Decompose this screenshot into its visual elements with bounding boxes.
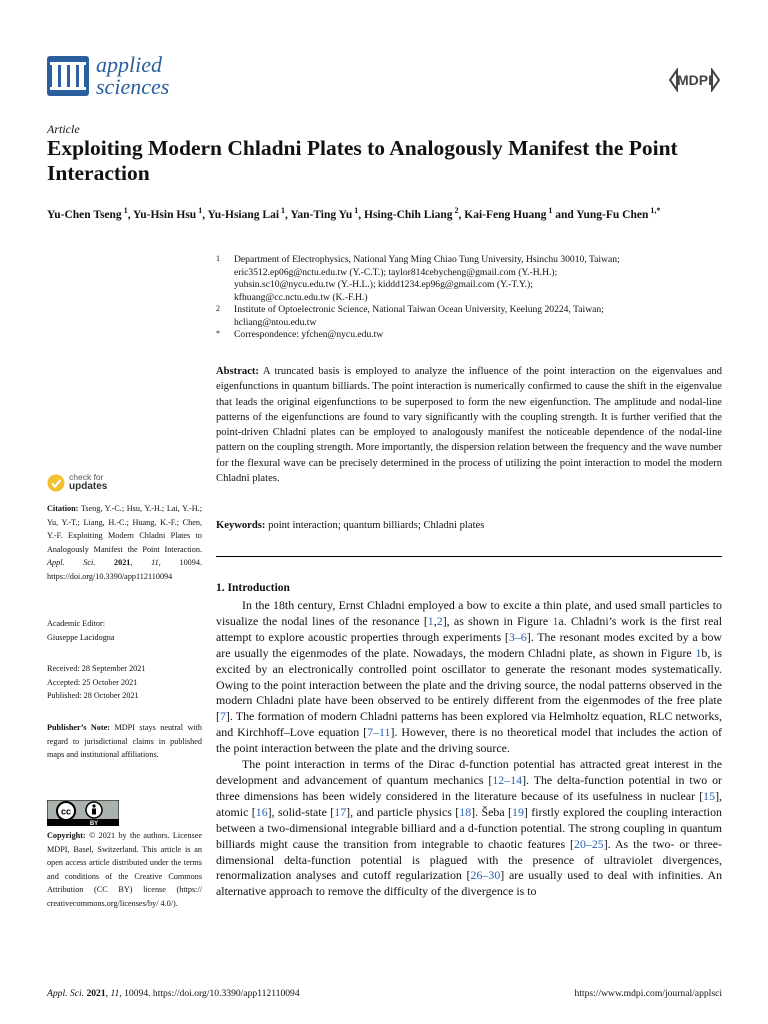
paragraph-text: ]. As the two- or three-dimensional delta-function potential is plagued with the presence of ultraviolet divergences, renormalization analyses and cutoff regularization [	[216, 836, 722, 883]
copyright-label: Copyright:	[47, 831, 86, 840]
paragraph	[216, 598, 722, 757]
footer-journal-url[interactable]: https://www.mdpi.com/journal/applsci	[574, 988, 722, 999]
keywords-text: point interaction; quantum billiards; Chladni plates	[268, 520, 485, 531]
paragraph-text: The point interaction in terms of the Dirac d-function potential has attracted great interest in the development and advancement of quantum mechanics [	[216, 757, 722, 787]
check-updates-line2: updates	[69, 481, 108, 492]
reference-link[interactable]: 18	[459, 804, 472, 819]
paragraph-text: ]. The resonant modes excited by a bow are usually the eigenmodes of the plate. Nowadays, the modern Chladni plate, as shown in Figure	[216, 629, 722, 660]
author-list: Yu-Chen Tseng $^1$, Yu-Hsin Hsu $^1$, Yu-Hsiang Lai $^1$, Yan-Ting Yu $^1$, Hsing-Chih Liang $^2$, Kai-Feng Huang $^1$ and Yung-Fu Chen $^{1,*}$	[47, 206, 661, 221]
paragraph-text: ]. However, there is no theoretical model that includes the action of the point interaction between the plate and the driving source.	[216, 725, 722, 756]
reference-link[interactable]: 7–11	[367, 725, 391, 740]
footer-volume: 11	[110, 988, 120, 999]
article-type: Article	[47, 122, 80, 136]
affiliation-item	[216, 329, 726, 342]
paragraph-text: In the 18th century, Ernst Chladni employed a bow to excite a thin plate, and used small particles to visualize the nodal lines of the resonance [	[216, 598, 722, 628]
reference-link[interactable]: 7	[219, 709, 226, 724]
introduction-body	[216, 598, 722, 900]
cc-label: cc	[60, 806, 72, 817]
footer-year: 2021	[86, 988, 106, 999]
paragraph-text: ], and particle physics [	[346, 804, 460, 819]
reference-link[interactable]: 20–25	[574, 836, 604, 851]
paragraph-text: b, is excited by an electronically controlled point oscillator to generate the resonant modes systematically. Owing to the point interaction between the plate and the driving source, the nodal patterns observed in the modern Chladni plate have been observed to be entirely different from the eigenmodes of the free plate [	[216, 645, 722, 724]
paragraph-text: ] are usually used to deal with infinities. An alternative approach to remove the difficulty of the divergence is to	[216, 868, 723, 899]
reference-link[interactable]: 1	[552, 613, 559, 628]
publication-dates	[47, 662, 202, 703]
affiliation-number: *	[216, 329, 220, 338]
reference-link[interactable]: 16	[255, 804, 268, 819]
page-footer: Appl. Sci. 2021, 11, 10094. https://doi.org/10.3390/app112110094 https://www.mdpi.com/journal/applsci	[47, 988, 722, 999]
check-updates-icon	[47, 474, 65, 492]
affiliation-line: Correspondence: yfchen@nycu.edu.tw	[234, 329, 384, 340]
citation-year: 2021	[114, 558, 131, 568]
check-for-updates-button[interactable]	[47, 472, 117, 494]
reference-link[interactable]: 15	[703, 788, 716, 803]
academic-editor	[47, 617, 202, 644]
publisher-note-label: Publisher’s Note:	[47, 723, 110, 732]
paragraph-text: ]. Šeba [	[471, 804, 513, 819]
paragraph	[216, 757, 722, 900]
editor-name: Giuseppe Lacidogna	[47, 632, 115, 642]
by-label: BY	[89, 821, 99, 826]
paragraph-text: ]. The delta-function potential in two or three dimensions has been widely considered in the literature because of its usefulness in nuclear [	[216, 772, 722, 803]
affiliation-item	[216, 254, 726, 304]
author-affiliation-mark: 1	[352, 206, 359, 215]
citation-label: Citation:	[47, 504, 79, 513]
citation-journal: Appl. Sci.	[47, 558, 96, 568]
copyright	[47, 829, 202, 911]
publisher-name: MDPI	[677, 72, 712, 88]
abstract	[216, 364, 722, 486]
editor-label: Academic Editor:	[47, 619, 105, 628]
section-heading: 1. Introduction	[216, 582, 290, 594]
reference-link[interactable]: 12–14	[492, 772, 523, 787]
paragraph-text: ] firstly explored the coupling interaction between a two-dimensional integrable billiard and a d-function potential. The strong coupling in quantum billiards might cause the transition from integrable to chaotic features [	[216, 804, 722, 851]
affiliation-number: 2	[216, 304, 220, 313]
date-published: Published: 28 October 2021	[47, 691, 139, 701]
reference-link[interactable]: 2	[436, 613, 443, 628]
abstract-text: A truncated basis is employed to analyze the influence of the point interaction on the eigenvalues and eigenfunctions in quantum billiards. The point interaction is numerically confirmed to cause the shift in the eigenvalue that leads the original eigenfunctions to be superposed to form the new eigenfunction. The amplitude and nodal-line patterns of the eigenfunctions are found to vary significantly with the coupling strength. It is further verified that the point-driven Chladni plates can be employed to analogously manifest the noticeable dependence of the nodal-line pattern on the coupling strength. More importantly, the dispersion relation between the frequency and the wave number for the flexural wave can be precisely determined in the process of utilizing the point interaction to model the modern Chladni plates.	[216, 366, 722, 485]
affiliations	[216, 254, 726, 342]
publisher-note	[47, 721, 202, 762]
reference-link[interactable]: 1	[427, 613, 434, 628]
footer-doi[interactable]: , 10094. https://doi.org/10.3390/app112110094	[119, 988, 300, 999]
affiliation-line: hcliang@ntou.edu.tw	[234, 316, 317, 328]
article-title: Exploiting Modern Chladni Plates to Analogously Manifest the Point Interaction	[47, 136, 678, 185]
reference-link[interactable]: 17	[334, 804, 347, 819]
check-updates-line1: check for	[69, 472, 104, 482]
author: Yung-Fu Chen	[576, 208, 649, 221]
reference-link[interactable]: 3–6	[508, 629, 527, 644]
author: Yu-Chen Tseng	[47, 208, 122, 221]
date-received: Received: 28 September 2021	[47, 664, 146, 673]
keywords	[216, 520, 722, 531]
paragraph-text: ]. The formation of modern Chladni patterns has been explored via Helmholtz equation, RLC networks, and Kirchhoff–Love equation [	[216, 709, 722, 740]
author: Yu-Hsin Hsu	[133, 208, 197, 221]
author-affiliation-mark: 2	[452, 206, 459, 215]
author-affiliation-mark: 1	[279, 206, 286, 215]
citation-doi[interactable]: , 10094. https://doi.org/10.3390/app112110094	[47, 558, 203, 581]
publisher-note-text: MDPI stays neutral with regard to jurisdictional claims in published maps and institutional affiliations.	[47, 723, 202, 760]
citation-authors: Tseng, Y.-C.; Hsu, Y.-H.; Lai, Y.-H.; Yu, Y.-T.; Liang, H.-C.; Huang, K.-F.; Chen, Y.-F. Exploiting Modern Chladni Plates to Analogously Manifest the Point Interaction.	[47, 504, 202, 554]
section-divider	[216, 556, 722, 557]
date-accepted: Accepted: 25 October 2021	[47, 677, 138, 687]
paragraph-text: ], as shown in Figure	[442, 613, 553, 628]
author: Yu-Hsiang Lai	[207, 208, 280, 221]
reference-link[interactable]: 1	[695, 645, 702, 660]
author-affiliation-mark: 1	[546, 206, 553, 215]
paragraph-text: a. Chladni’s work is the first real attempt to explore acoustic properties through experiments [	[216, 613, 722, 644]
reference-link[interactable]: 26–30	[470, 868, 501, 883]
keywords-label: Keywords:	[216, 520, 266, 531]
affiliation-line: eric3512.ep06g@nctu.edu.tw (Y.-C.T.); taylor814cebycheng@gmail.com (Y.-H.H.);	[234, 266, 558, 278]
citation-volume: 11	[151, 558, 159, 568]
author: Kai-Feng Huang	[464, 208, 547, 221]
mdpi-logo-icon	[667, 68, 722, 92]
paragraph-text: ,	[433, 613, 437, 628]
author: Hsing-Chih Liang	[364, 208, 453, 221]
affiliation-line: Department of Electrophysics, National Yang Ming Chiao Tung University, Hsinchu 30010, Taiwan;	[234, 254, 620, 265]
author-affiliation-mark: 1	[196, 206, 203, 215]
affiliation-line: yuhsin.sc10@nycu.edu.tw (Y.-H.L.); kiddd1234.ep96g@gmail.com (Y.-T.Y.);	[234, 279, 533, 290]
affiliation-line: kfhuang@cc.nctu.edu.tw (K.-F.H.)	[234, 291, 368, 303]
reference-link[interactable]: 19	[512, 804, 524, 819]
author: Yan-Ting Yu	[290, 208, 353, 221]
journal-logo-icon	[47, 56, 89, 96]
citation: Citation: Tseng, Y.-C.; Hsu, Y.-H.; Lai, Y.-H.; Yu, Y.-T.; Liang, H.-C.; Huang, K.-F.; Chen, Y.-F. Exploiting Modern Chladni Plates to Analogously Manifest the Point Interaction. Appl. Sci. 2021, 11, 10094. https://doi.org/10.3390/app112110094	[47, 504, 203, 581]
journal-name	[96, 54, 169, 98]
affiliation-number: 1	[216, 254, 220, 263]
author-affiliation-mark: 1,*	[648, 206, 661, 215]
journal-name-line1: applied	[96, 52, 162, 77]
cc-by-license-icon[interactable]	[47, 800, 119, 826]
author-affiliation-mark: 1	[121, 206, 128, 215]
abstract-label: Abstract:	[216, 366, 259, 377]
affiliation-item	[216, 304, 726, 329]
journal-name-line2: sciences	[96, 74, 170, 99]
copyright-text: © 2021 by the authors. Licensee MDPI, Basel, Switzerland. This article is an open access article distributed under the terms and conditions of the Creative Commons Attribution (CC BY) license (https:// creativecommons.org/licenses/by/ 4.0/).	[47, 831, 203, 908]
footer-journal: Appl. Sci.	[47, 988, 85, 999]
paragraph-text: ], solid-state [	[267, 804, 335, 819]
paragraph-text: ], atomic [	[216, 788, 722, 819]
affiliation-line: Institute of Optoelectronic Science, National Taiwan Ocean University, Keelung 20224, Taiwan;	[234, 304, 604, 315]
